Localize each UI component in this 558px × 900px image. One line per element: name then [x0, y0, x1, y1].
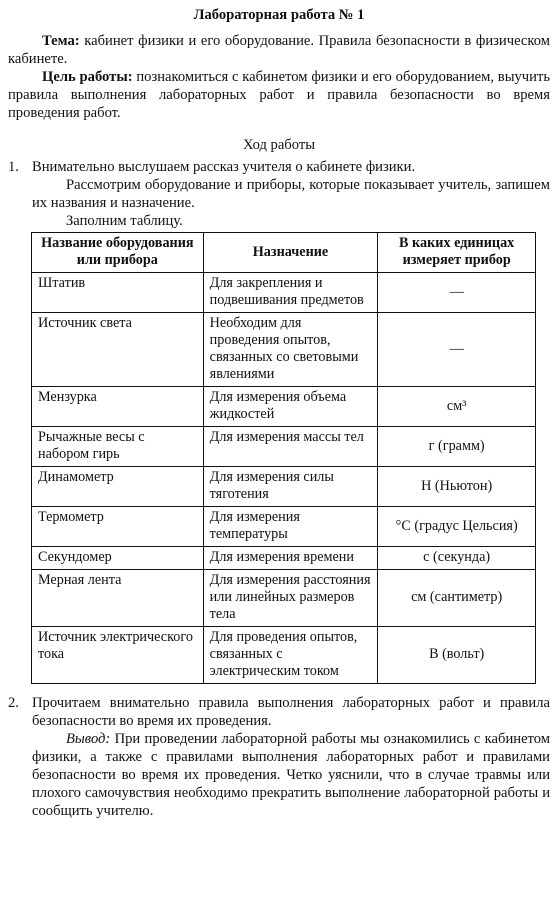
table-row: [32, 273, 536, 313]
step-2: [8, 694, 550, 820]
table-row: [32, 570, 536, 627]
table-header-row: [32, 233, 536, 273]
cell-equipment: Источник электрического тока: [32, 627, 204, 684]
table-row: [32, 507, 536, 547]
cell-purpose: Для измерения времени: [203, 547, 378, 570]
cell-unit: с (секунда): [378, 547, 536, 570]
table-row: [32, 627, 536, 684]
cell-purpose: Для измерения объема жидкостей: [203, 387, 378, 427]
table-row: [32, 547, 536, 570]
cell-unit: В (вольт): [378, 627, 536, 684]
cell-equipment: Динамометр: [32, 467, 204, 507]
cell-equipment: Рычажные весы с набором гирь: [32, 427, 204, 467]
topic-text: кабинет физики и его оборудование. Правила безопасности в физическом кабинете.: [8, 33, 550, 67]
cell-unit: см³: [378, 387, 536, 427]
table-row: [32, 387, 536, 427]
topic-paragraph: [8, 32, 550, 68]
conclusion-label: Вывод:: [66, 731, 111, 747]
header-units: В каких единицах измеряет прибор: [378, 233, 536, 273]
header-purpose: Назначение: [203, 233, 378, 273]
cell-purpose: Для измерения температуры: [203, 507, 378, 547]
conclusion-paragraph: [32, 730, 550, 820]
page-title: Лабораторная работа № 1: [193, 7, 365, 23]
section-title: Ход работы: [242, 137, 316, 153]
cell-unit: —: [378, 273, 536, 313]
step-1-line-2: Рассмотрим оборудование и приборы, которые показывает учитель, запишем их названия и назначение.: [32, 177, 550, 211]
step-1-line-3: Заполним таблицу.: [66, 213, 183, 229]
step-2-number: 2.: [8, 695, 19, 711]
goal-text: познакомиться с кабинетом физики и его оборудованием, выучить правила выполнения лабораторных работ и правила безопасности во время проведения работ.: [8, 69, 550, 121]
step-1-number: 1.: [8, 159, 19, 175]
cell-purpose: Необходим для проведения опытов, связанных со световыми явлениями: [203, 313, 378, 387]
table-row: [32, 427, 536, 467]
cell-equipment: Секундомер: [32, 547, 204, 570]
goal-paragraph: [8, 68, 550, 122]
cell-unit: Н (Ньютон): [378, 467, 536, 507]
step-1-line-1: Внимательно выслушаем рассказ учителя о кабинете физики.: [32, 159, 416, 175]
cell-purpose: Для закрепления и подвешивания предметов: [203, 273, 378, 313]
cell-purpose: Для измерения силы тяготения: [203, 467, 378, 507]
cell-equipment: Мензурка: [32, 387, 204, 427]
cell-purpose: Для проведения опытов, связанных с электрическим током: [203, 627, 378, 684]
cell-unit: °С (градус Цельсия): [378, 507, 536, 547]
header-name: Название оборудования или прибора: [32, 233, 204, 273]
conclusion-text: При проведении лабораторной работы мы ознакомились с кабинетом физики, а также с правилами выполнения лабораторных работ и правилами безопасности во время их проведения. Четко уяснили, что в случае травмы или плохого самочувствия необходимо прекратить выполнение лабораторной работы и сообщить учителю.: [32, 731, 550, 819]
topic-label: Тема:: [42, 33, 80, 49]
cell-unit: см (сантиметр): [378, 570, 536, 627]
table-row: [32, 313, 536, 387]
cell-purpose: Для измерения массы тел: [203, 427, 378, 467]
step-2-text: Прочитаем внимательно правила выполнения лабораторных работ и правила безопасности во время их проведения.: [32, 695, 550, 729]
equipment-table: [31, 232, 536, 684]
cell-unit: г (грамм): [378, 427, 536, 467]
cell-equipment: Мерная лента: [32, 570, 204, 627]
cell-unit: —: [378, 313, 536, 387]
cell-equipment: Источник света: [32, 313, 204, 387]
goal-label: Цель работы:: [42, 69, 133, 85]
cell-purpose: Для измерения расстояния или линейных размеров тела: [203, 570, 378, 627]
cell-equipment: Штатив: [32, 273, 204, 313]
cell-equipment: Термометр: [32, 507, 204, 547]
step-1: [8, 158, 550, 230]
table-row: [32, 467, 536, 507]
